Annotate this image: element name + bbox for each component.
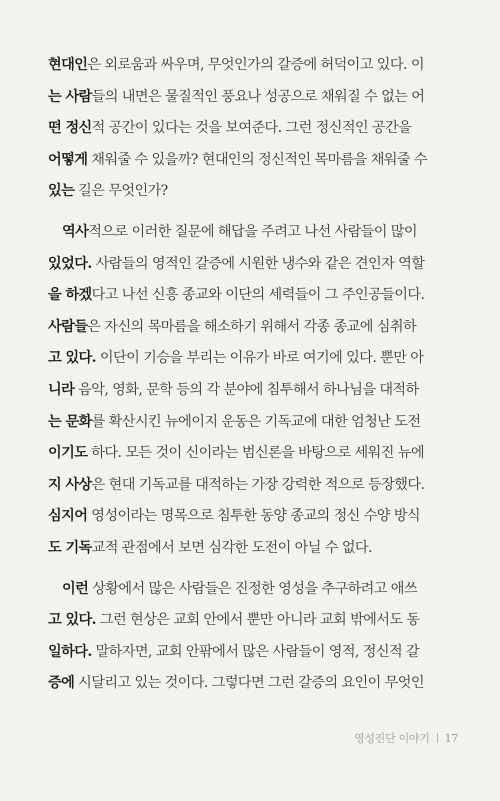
text-line <box>48 113 458 145</box>
line-text: 하다. 모든 것이 신이라는 범신론을 바탕으로 세워진 뉴에 <box>87 445 424 462</box>
line-text: 채워줄 수 있을까? 현대인의 정신적인 목마름을 채워줄 수 <box>87 151 428 168</box>
body-text <box>48 50 458 700</box>
paragraph-gap <box>48 208 458 217</box>
line-bold-start: 현대인 <box>48 57 88 73</box>
text-line <box>48 249 458 281</box>
line-text: 은 외로움과 싸우며, 무엇인가의 갈증에 허덕이고 있다. 이 <box>87 57 424 73</box>
text-line <box>48 145 458 177</box>
line-bold-start: 일하다. <box>48 643 92 660</box>
line-text: 이단이 기승을 부리는 이유가 바로 여기에 있다. 뿐만 아 <box>96 350 424 367</box>
text-line <box>48 533 458 565</box>
line-text: 시달리고 있는 것이다. 그렇다면 그런 갈증의 요인이 무엇인 <box>74 675 424 692</box>
line-text: 적 공간이 있다는 것을 보여준다. 그런 정신적인 공간을 <box>91 120 412 137</box>
text-line <box>48 176 458 208</box>
text-line <box>48 470 458 502</box>
footer-book-title: 영성진단 이야기 <box>354 732 430 745</box>
line-text: 다고 나선 신흥 종교와 이단의 세력들이 그 주인공들이다. <box>91 287 425 304</box>
line-text: 들의 내면은 물질적인 풍요나 성공으로 채워질 수 없는 어 <box>91 88 425 105</box>
paragraph-gap <box>48 565 458 574</box>
text-line <box>48 637 458 669</box>
line-bold-start: 이기도 <box>48 445 88 462</box>
line-bold-start: 심지어 <box>48 508 88 525</box>
line-text: 교적 관점에서 보면 심각한 도전이 아닐 수 없다. <box>91 539 372 556</box>
text-line <box>48 407 458 439</box>
line-bold-start: 있었다. <box>48 255 92 272</box>
line-text: 적으로 이러한 질문에 해답을 주려고 나선 사람들이 많이 <box>88 223 418 240</box>
text-line <box>48 312 458 344</box>
text-line <box>48 501 458 533</box>
line-text: 은 자신의 목마름을 해소하기 위해서 각종 종교에 심취하 <box>87 318 417 335</box>
line-bold-start: 고 있다. <box>48 612 96 629</box>
text-line <box>48 438 458 470</box>
page-number: 17 <box>444 732 458 745</box>
line-bold-start: 증에 <box>48 675 75 692</box>
line-bold-start: 고 있다. <box>48 350 96 367</box>
line-text: 길은 무엇인가? <box>74 183 168 200</box>
footer-divider <box>437 733 438 743</box>
text-line <box>48 375 458 407</box>
line-text: 를 확산시킨 뉴에이지 운동은 기독교에 대한 엄청난 도전 <box>91 413 421 430</box>
line-bold-start: 는 문화 <box>48 413 92 430</box>
text-line <box>48 82 458 114</box>
line-bold-start: 도 기독 <box>48 539 92 556</box>
line-text: 말하자면, 교회 안팎에서 많은 사람들이 영적, 정신적 갈 <box>91 643 420 660</box>
line-bold-start: 있는 <box>48 183 75 200</box>
line-bold-start: 역사 <box>62 223 89 240</box>
line-bold-start: 을 하겠 <box>48 287 92 304</box>
text-line <box>48 280 458 312</box>
text-line <box>48 574 458 606</box>
line-bold-start: 떤 정신 <box>48 120 92 137</box>
line-bold-start: 니라 <box>48 381 75 398</box>
text-line <box>48 50 458 82</box>
line-bold-start: 는 사람 <box>48 88 92 105</box>
line-text: 사람들의 영적인 갈증에 시원한 냉수와 같은 견인자 역할 <box>91 255 425 272</box>
line-bold-start: 지 사상 <box>48 476 92 493</box>
line-text: 음악, 영화, 문학 등의 각 분야에 침투해서 하나님을 대적하 <box>74 381 419 398</box>
line-text: 은 현대 기독교를 대적하는 가장 강력한 적으로 등장했다. <box>91 476 425 493</box>
line-bold-start: 이런 <box>62 580 89 597</box>
line-bold-start: 사람들 <box>48 318 88 335</box>
text-line <box>48 217 458 249</box>
line-text: 그런 현상은 교회 안에서 뿐만 아니라 교회 밖에서도 동 <box>96 612 420 629</box>
running-footer <box>354 730 458 746</box>
text-line <box>48 668 458 700</box>
text-line <box>48 343 458 375</box>
line-text: 상황에서 많은 사람들은 진정한 영성을 추구하려고 애쓰 <box>88 580 418 597</box>
line-bold-start: 어떻게 <box>48 151 88 168</box>
line-text: 영성이라는 명목으로 침투한 동양 종교의 정신 수양 방식 <box>87 508 421 525</box>
text-line <box>48 605 458 637</box>
